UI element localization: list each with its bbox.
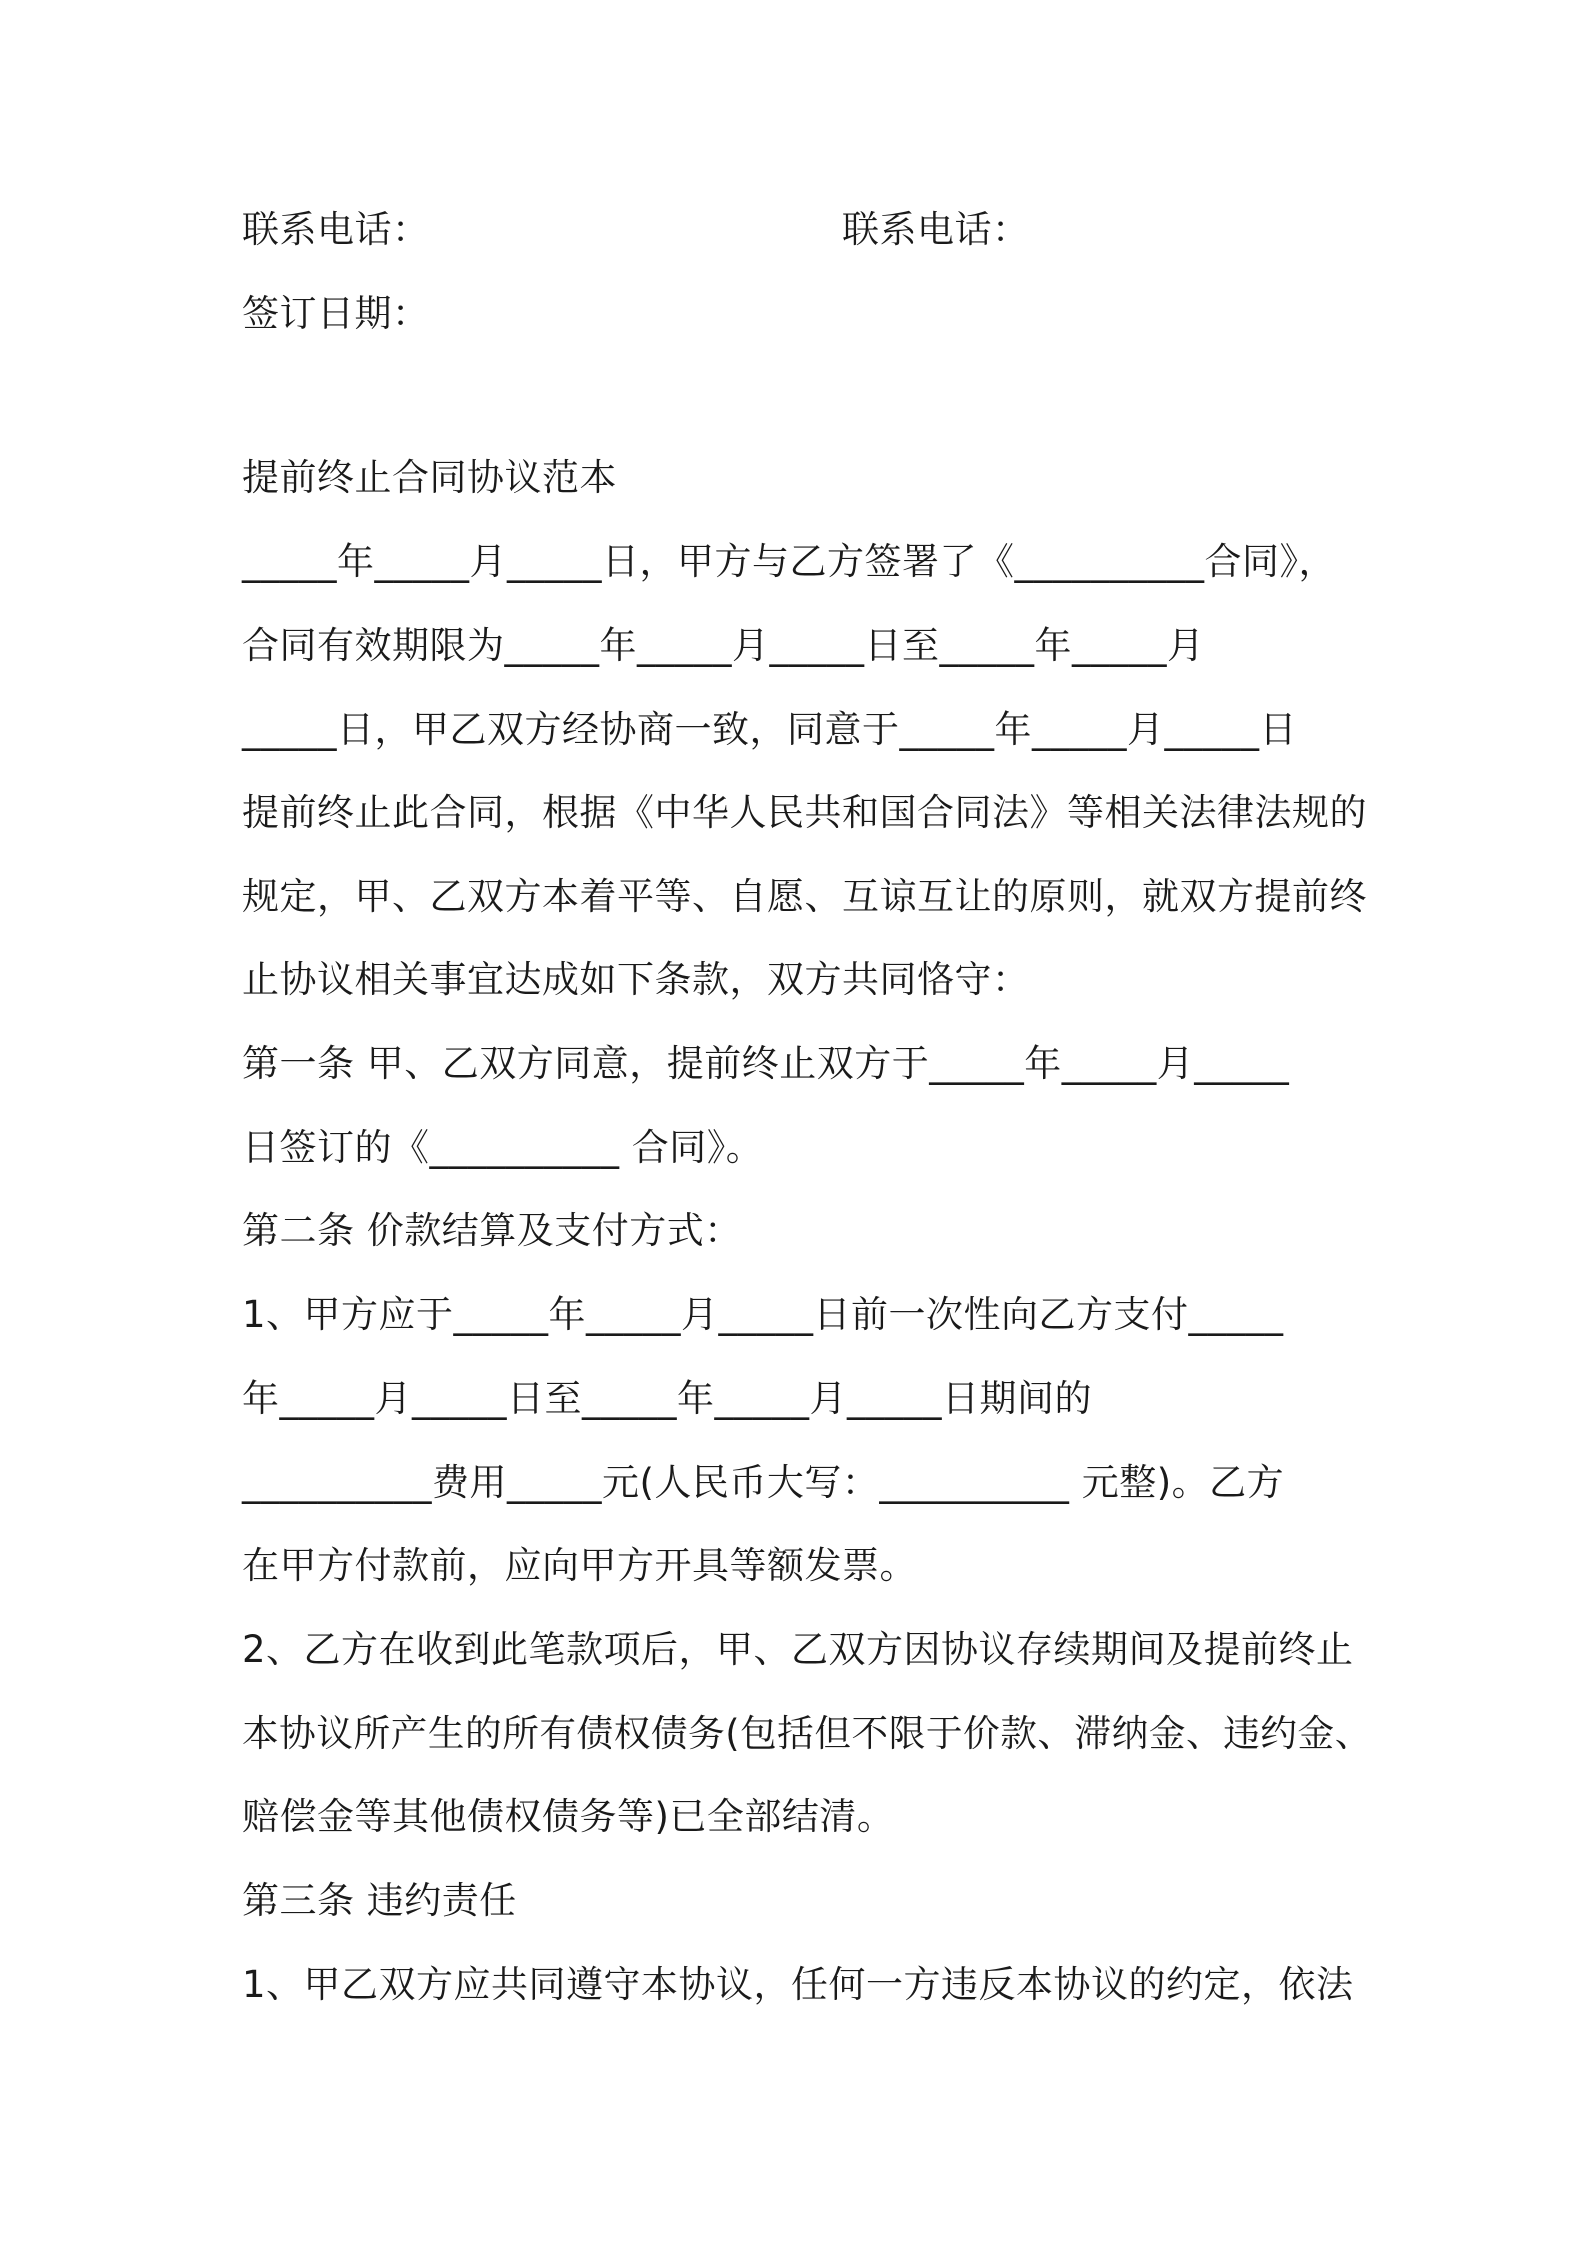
body-line: 止协议相关事宜达成如下条款，双方共同恪守： <box>242 958 1030 1001</box>
clause-heading: 第二条 价款结算及支付方式： <box>242 1209 742 1252</box>
body-line: 赔偿金等其他债权债务等)已全部结清。 <box>242 1795 895 1838</box>
clause-heading: 第一条 甲、乙双方同意，提前终止双方于_____年_____月_____ <box>242 1042 1290 1085</box>
body-line: _____日，甲乙双方经协商一致，同意于_____年_____月_____日 <box>242 708 1297 751</box>
body-line: 1、甲方应于_____年_____月_____日前一次性向乙方支付_____ <box>242 1293 1284 1336</box>
document-title: 提前终止合同协议范本 <box>242 456 617 499</box>
body-line: 年_____月_____日至_____年_____月_____日期间的 <box>242 1377 1092 1420</box>
party-b-phone-label: 联系电话： <box>842 208 1030 251</box>
body-line: 日签订的《__________ 合同》。 <box>242 1126 764 1169</box>
body-line: 提前终止此合同，根据《中华人民共和国合同法》等相关法律法规的 <box>242 791 1367 834</box>
body-line: __________费用_____元(人民币大写：__________ 元整)。乙方 <box>242 1461 1285 1504</box>
body-line: 本协议所产生的所有债权债务(包括但不限于价款、滞纳金、违约金、 <box>242 1712 1372 1755</box>
body-line: 规定，甲、乙双方本着平等、自愿、互谅互让的原则，就双方提前终 <box>242 875 1367 918</box>
body-line: 合同有效期限为_____年_____月_____日至_____年_____月 <box>242 624 1205 667</box>
body-line: 2、乙方在收到此笔款项后，甲、乙双方因协议存续期间及提前终止 <box>242 1628 1354 1671</box>
body-line: _____年_____月_____日，甲方与乙方签署了《__________合同》， <box>242 540 1336 583</box>
clause-heading: 第三条 违约责任 <box>242 1879 517 1922</box>
body-line: 1、甲乙双方应共同遵守本协议，任何一方违反本协议的约定，依法 <box>242 1963 1354 2006</box>
party-a-phone-label: 联系电话： <box>242 208 430 251</box>
sign-date-label: 签订日期： <box>242 292 430 335</box>
body-line: 在甲方付款前，应向甲方开具等额发票。 <box>242 1544 917 1587</box>
